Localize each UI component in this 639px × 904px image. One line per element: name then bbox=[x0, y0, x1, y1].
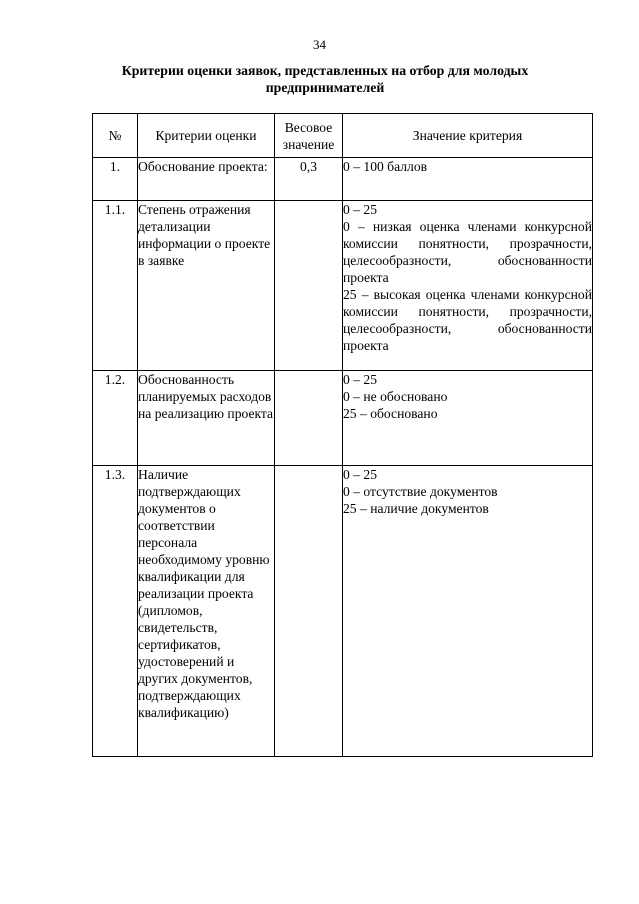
row-number: 1.3. bbox=[93, 466, 138, 757]
header-number: № bbox=[93, 114, 138, 158]
value-line: 25 – высокая оценка членами конкурсной комиссии понятности, прозрачности, целесообразности, обоснованности проекта bbox=[343, 287, 592, 353]
row-weight: 0,3 bbox=[275, 158, 343, 201]
row-criterion: Наличие подтверждающих документов о соответствии персонала необходимому уровню квалификации для реализации проекта (дипломов, свидетельств, сертификатов, удостоверений и других документов, подтверждающих квалификацию) bbox=[138, 466, 275, 757]
value-line: 25 – обосновано bbox=[343, 406, 438, 421]
table-row bbox=[93, 158, 593, 201]
row-criterion: Обоснование проекта: bbox=[138, 158, 275, 201]
table-header-row bbox=[93, 114, 593, 158]
header-weight: Весовое значение bbox=[275, 114, 343, 158]
value-line: 0 – 25 bbox=[343, 372, 377, 387]
row-value bbox=[343, 371, 593, 466]
row-weight bbox=[275, 371, 343, 466]
header-criterion: Критерии оценки bbox=[138, 114, 275, 158]
value-line: 0 – 25 bbox=[343, 202, 377, 217]
page-number: 34 bbox=[313, 37, 326, 52]
row-number: 1.1. bbox=[93, 201, 138, 371]
value-line: 0 – не обосновано bbox=[343, 389, 448, 404]
row-value bbox=[343, 201, 593, 371]
row-criterion: Степень отражения детализации информации о проекте в заявке bbox=[138, 201, 275, 371]
header-value: Значение критерия bbox=[343, 114, 593, 158]
value-line: 0 – отсутствие документов bbox=[343, 484, 498, 499]
table-row bbox=[93, 371, 593, 466]
document-title: Критерии оценки заявок, представленных на отбор для молодых предпринимателей bbox=[121, 63, 529, 95]
row-weight bbox=[275, 466, 343, 757]
value-line: 0 – 100 баллов bbox=[343, 159, 428, 174]
row-value bbox=[343, 158, 593, 201]
table-row bbox=[93, 466, 593, 757]
table-row bbox=[93, 201, 593, 371]
criteria-table bbox=[92, 113, 593, 757]
row-criterion: Обоснованность планируемых расходов на реализацию проекта bbox=[138, 371, 275, 466]
value-line: 0 – 25 bbox=[343, 467, 377, 482]
row-number: 1. bbox=[93, 158, 138, 201]
value-line: 0 – низкая оценка членами конкурсной комиссии понятности, прозрачности, целесообразности, обоснованности проекта bbox=[343, 219, 592, 285]
row-weight bbox=[275, 201, 343, 371]
row-number: 1.2. bbox=[93, 371, 138, 466]
value-line: 25 – наличие документов bbox=[343, 501, 489, 516]
row-value bbox=[343, 466, 593, 757]
